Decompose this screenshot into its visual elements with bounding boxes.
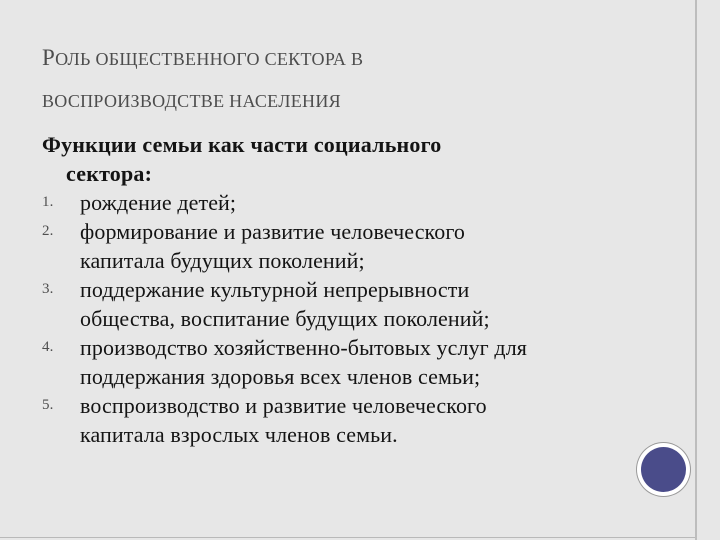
list-item-line: формирование и развитие человеческого <box>80 219 466 244</box>
title-line-1-text: ОЛЬ ОБЩЕСТВЕННОГО СЕКТОРА В <box>55 49 364 69</box>
slide-right-border <box>695 0 697 540</box>
list-item-number: 3. <box>42 281 54 297</box>
list-item-line: общества, воспитание будущих поколений; <box>80 306 490 331</box>
list-item-line: поддержания здоровья всех членов семьи; <box>80 364 481 389</box>
list-item-number: 1. <box>42 194 54 210</box>
list-item-line: рождение детей; <box>80 190 237 215</box>
list-item-number: 4. <box>42 339 54 355</box>
list-item-line: производство хозяйственно-бытовых услуг для <box>80 335 527 360</box>
list-item <box>42 391 642 449</box>
heading-line-1: Функции семьи как части социального <box>42 132 442 157</box>
title-line-1 <box>42 40 642 76</box>
list-item <box>42 217 642 275</box>
slide-title <box>42 40 642 116</box>
title-initial-letter: Р <box>42 45 56 70</box>
slide-content <box>42 130 642 449</box>
list-item-number: 2. <box>42 223 54 239</box>
list-item <box>42 275 642 333</box>
list-item <box>42 333 642 391</box>
title-line-2: ВОСПРОИЗВОДСТВЕ НАСЕЛЕНИЯ <box>42 90 341 111</box>
list-item-line: поддержание культурной непрерывности <box>80 277 470 302</box>
functions-list <box>42 188 642 449</box>
list-item-line: воспроизводство и развитие человеческого <box>80 393 487 418</box>
list-item-line: капитала взрослых членов семьи. <box>80 422 398 447</box>
heading-line-2: сектора: <box>66 161 153 186</box>
list-item <box>42 188 642 217</box>
list-item-line: капитала будущих поколений; <box>80 248 365 273</box>
list-item-number: 5. <box>42 397 54 413</box>
decorative-circle <box>641 447 686 492</box>
content-heading <box>42 130 642 188</box>
